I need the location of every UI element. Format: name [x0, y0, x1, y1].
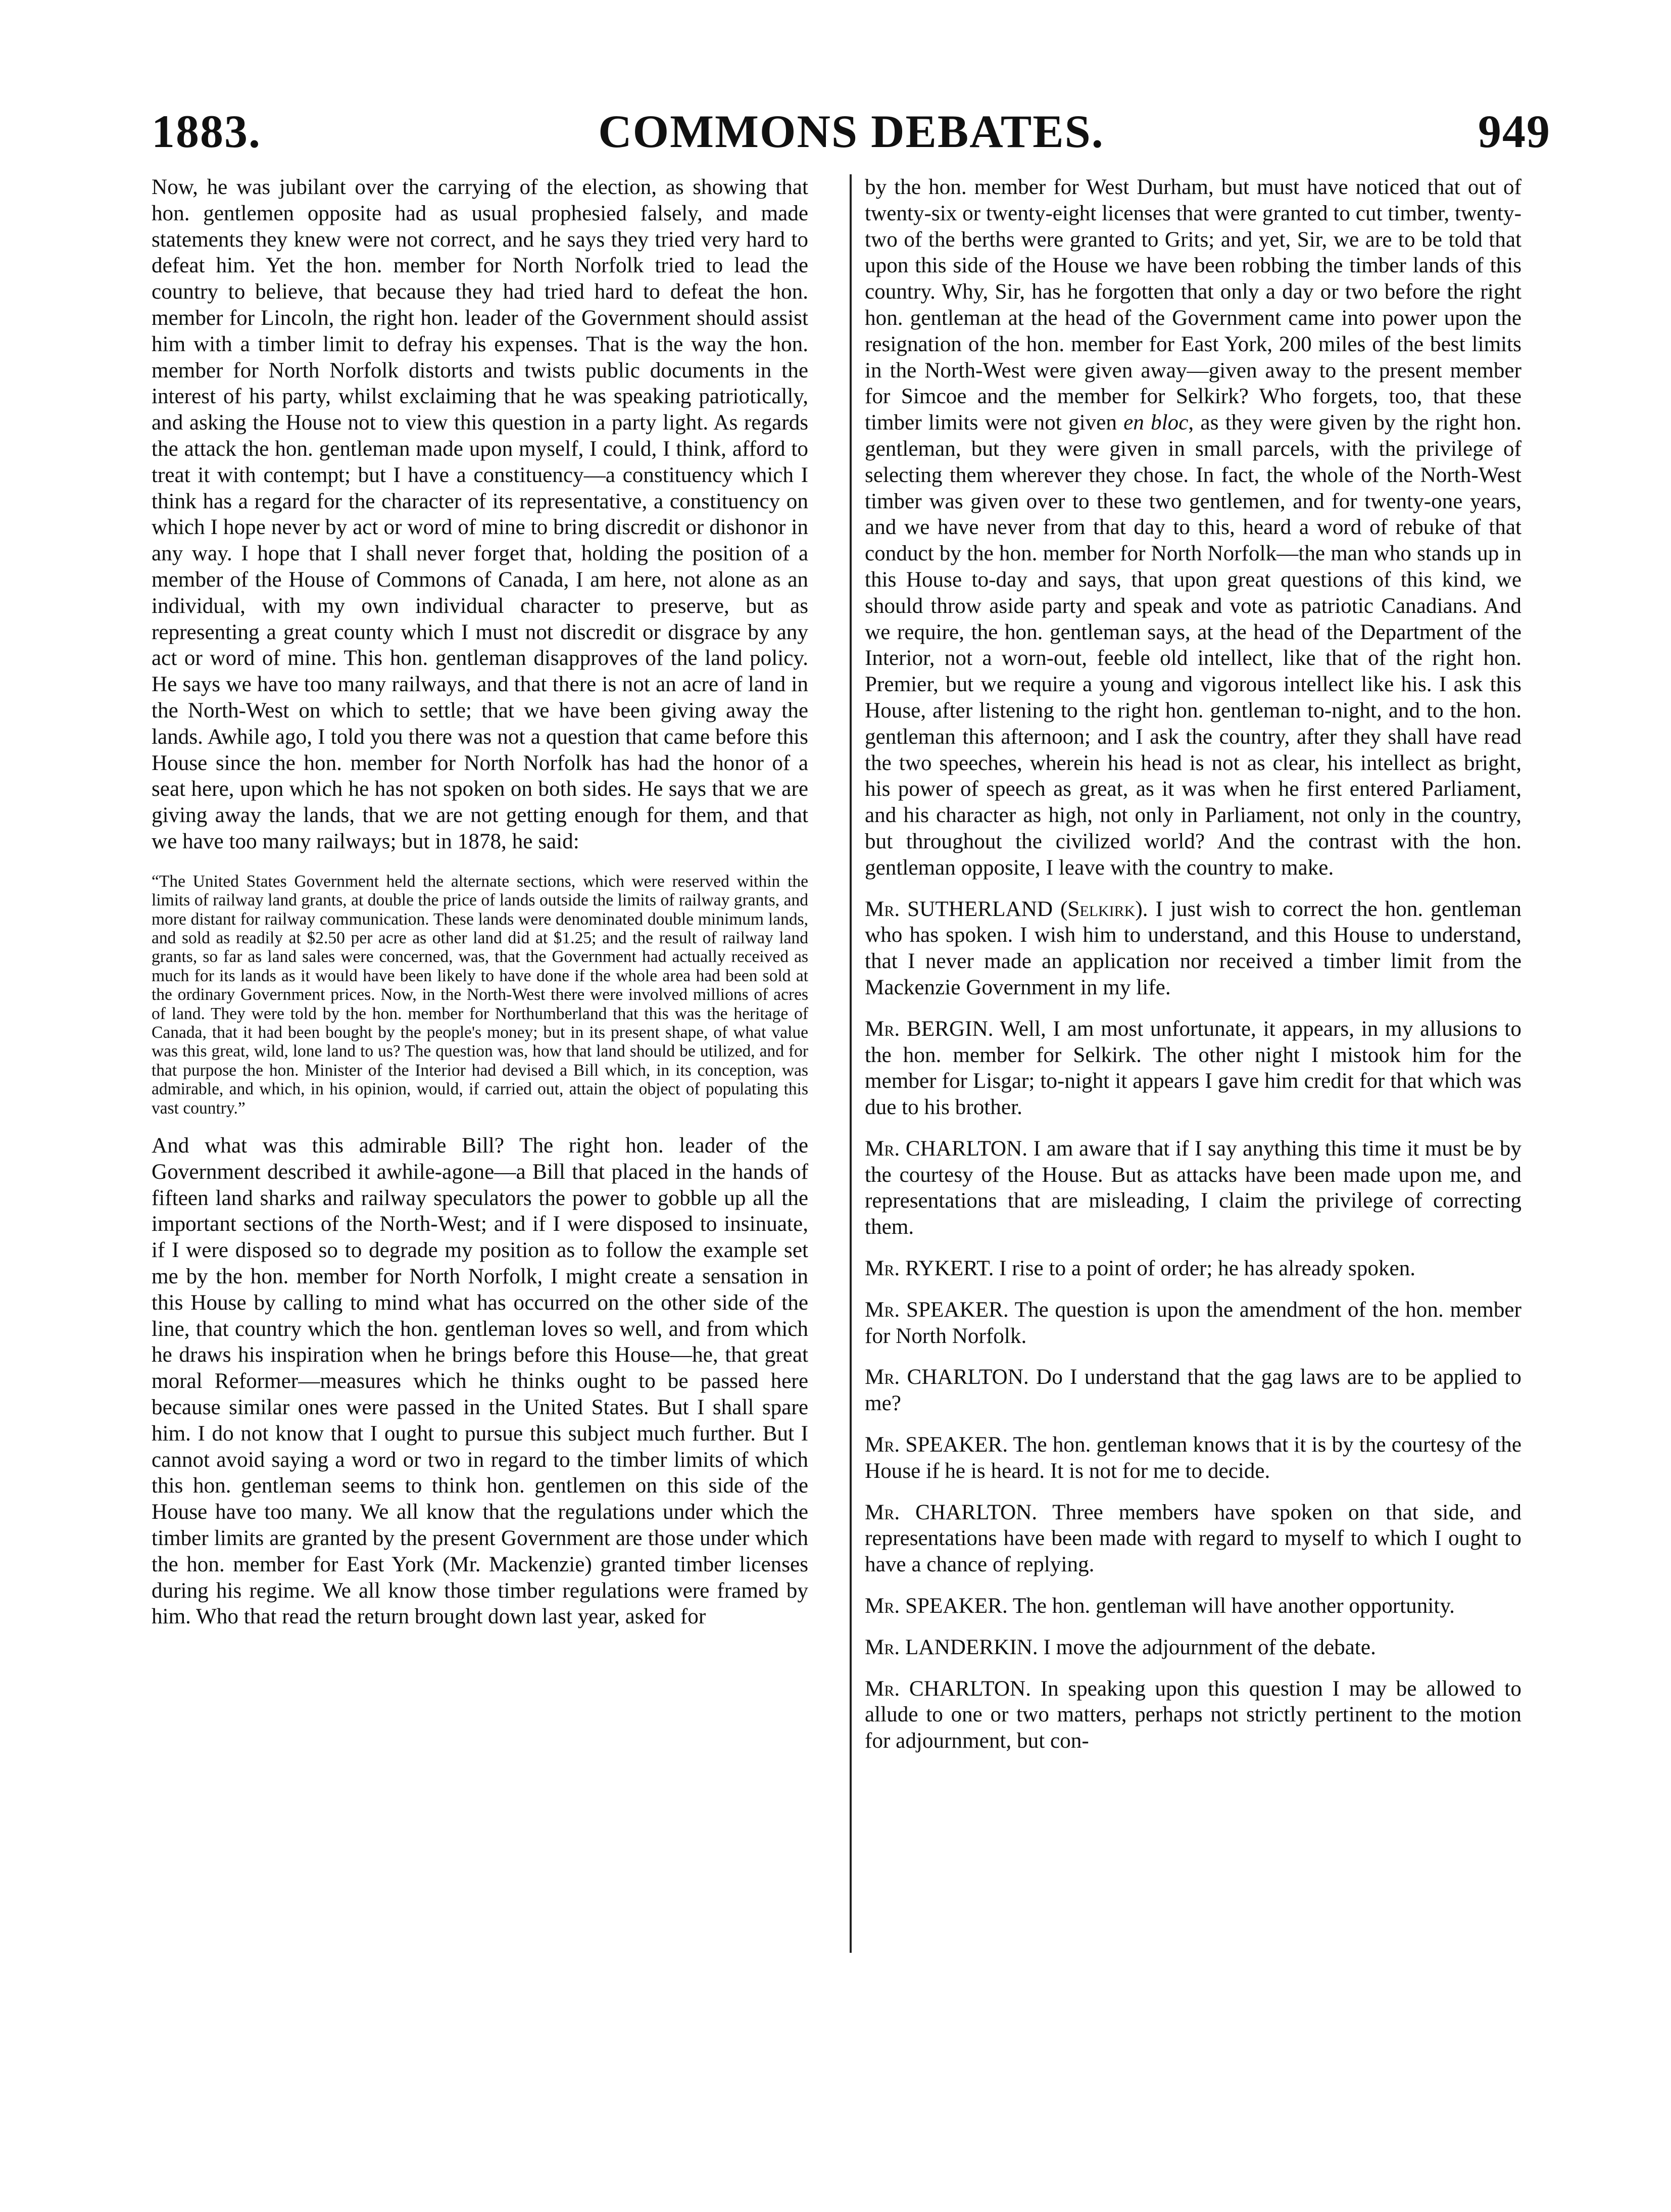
speech-10 [865, 1634, 1521, 1661]
speech-text: The question is upon the amendment of the hon. member for North Norfolk. [865, 1297, 1521, 1348]
speaker-name: Mr. CHARLTON. [865, 1500, 1038, 1524]
speaker-name: Mr. SPEAKER. [865, 1433, 1008, 1457]
speech-text: The hon. gentleman will have another opportunity. [1012, 1594, 1455, 1618]
speech-text: I rise to a point of order; he has already spoken. [999, 1257, 1416, 1281]
speech-text: I am aware that if I say anything this time it must be by the courtesy of the House. But as attacks have been made upon me, and representations that are misleading, I claim the privilege of correcting them. [865, 1136, 1522, 1239]
speaker-name: Mr. CHARLTON. [865, 1365, 1029, 1389]
speech-1 [865, 896, 1521, 1001]
speech-9 [865, 1593, 1521, 1619]
speaker-name: Mr. CHARLTON. [865, 1676, 1031, 1701]
block-quote: “The United States Government held the alternate sections, which were reserved within the limits of railway land grants, at double the price of lands outside the limits of railway grants, and more distant for railway communication. These lands were denominated double minimum lands, and sold as readily at $2.50 per acre as other land did at $1.25; and the result of railway land grants, so far as land sales were concerned, was, that the Government had actually received as much for its lands as it would have been likely to have done if the whole area had been sold at the ordinary Government prices. Now, in the North-West there were involved millions of acres of land. They were told by the hon. member for Northumberland that this was the heritage of Canada, that it had been bought by the people's money; but in its present shape, of what value was this great, wild, lone land to us? The question was, how that land should be utilized, and for that purpose the hon. Minister of the Interior had devised a Bill which, in its conception, was admirable, and which, in his opinion, would, if carried out, attain the object of populating this vast country.” [152, 872, 808, 1118]
speaker-name: Mr. LANDERKIN. [865, 1635, 1038, 1659]
speech-text: Three members have spoken on that side, and representations have been made with regard to myself to which I ought to have a chance of replying. [865, 1500, 1521, 1577]
speaker-name: Mr. BERGIN. [865, 1017, 994, 1041]
speech-text: Well, I am most unfortunate, it appears, in my allusions to the hon. member for Selkirk. The other night I mistook him for the member for Lisgar; to-night it appears I gave him credit for that which was due to his brother. [865, 1017, 1521, 1120]
italic-phrase: en bloc [1123, 411, 1189, 435]
speech-11 [865, 1676, 1521, 1754]
speech-text: In speaking upon this question I may be allowed to allude to one or two matters, perhaps not strictly pertinent to the motion for adjournment, but con- [865, 1676, 1522, 1753]
speech-7 [865, 1432, 1521, 1484]
speech-text: Do I understand that the gag laws are to be applied to me? [865, 1365, 1522, 1416]
speaker-name: Mr. RYKERT. [865, 1257, 994, 1281]
header-title: COMMONS DEBATES. [598, 106, 1104, 157]
speech-2 [865, 1016, 1521, 1121]
speaker-name: Mr. SPEAKER. [865, 1594, 1008, 1618]
speaker-name: Mr. SUTHERLAND (Selkirk). [865, 897, 1148, 921]
page-header [152, 101, 1551, 162]
speech-text: I move the adjournment of the debate. [1043, 1635, 1376, 1659]
speaker-name: Mr. CHARLTON. [865, 1136, 1027, 1161]
header-year: 1883. [152, 106, 261, 157]
speech-text: I just wish to correct the hon. gentleman who has spoken. I wish him to understand, and this House to understand, that I never made an application nor received a timber limit from the Mackenzie Government in my life. [865, 897, 1521, 999]
left-column [152, 174, 808, 1630]
column-divider [850, 174, 852, 1953]
speech-4 [865, 1256, 1521, 1282]
left-paragraph-2: And what was this admirable Bill? The right hon. leader of the Government described it awhile-agone—a Bill that placed in the hands of fifteen land sharks and railway speculators the power to gobble up all the important sections of the North-West; and if I were disposed to insinuate, if I were disposed so to degrade my position as to follow the example set me by the hon. member for North Norfolk, I might create a sensation in this House by calling to mind what has occurred on the other side of the line, that country which the hon. gentleman loves so well, and from which he draws his inspiration when he brings before this House—he, that great moral Reformer—measures which he thinks ought to be passed here because similar ones were passed in the United States. But I shall spare him. I do not know that I ought to pursue this subject much further. But I cannot avoid saying a word or two in regard to the timber limits of which this hon. gentleman seems to think hon. gentlemen on this side of the House have too many. We all know that the regulations under which the timber limits are granted by the present Government are those under which the hon. member for East York (Mr. Mackenzie) granted timber licenses during his regime. We all know those timber regulations were framed by him. Who that read the return brought down last year, asked for [152, 1134, 808, 1629]
left-paragraph-1: Now, he was jubilant over the carrying of the election, as showing that hon. gentlemen opposite had as usual prophesied falsely, and made statements they knew were not correct, and he says they tried very hard to defeat him. Yet the hon. member for North Norfolk tried to lead the country to believe, that because they had tried hard to defeat the hon. member for Lincoln, the right hon. leader of the Government should assist him with a timber limit to defray his expenses. That is the way the hon. member for North Norfolk distorts and twists public documents in the interest of his party, whilst exclaiming that he was speaking patriotically, and asking the House not to view this question in a party light. As regards the attack the hon. gentleman made upon myself, I could, I think, afford to treat it with contempt; but I have a constituency—a constituency which I think has a regard for the character of its representative, a constituency on which I hope never by act or word of mine to bring discredit or dishonor in any way. I hope that I shall never forget that, holding the position of a member of the House of Commons of Canada, I am here, not alone as an individual, with my own individual character to preserve, but as representing a great county which I must not discredit or disgrace by any act or word of mine. This hon. gentleman disapproves of the land policy. He says we have too many railways, and that there is not an acre of land in the North-West on which to settle; that we have been giving away the lands. Awhile ago, I told you there was not a question that came before this House since the hon. member for North Norfolk has had the honor of a seat here, upon which he has not spoken on both sides. He says that we are giving away the lands, that we are not getting enough for them, and that we have too many railways; but in 1878, he said: [152, 175, 808, 853]
header-page-number: 949 [1478, 106, 1551, 157]
speech-3 [865, 1136, 1521, 1240]
right-column [865, 174, 1521, 1754]
right-paragraph-1 [865, 174, 1521, 881]
right-paragraph-1-part-a: by the hon. member for West Durham, but must have noticed that out of twenty-six or twenty-eight licenses that were granted to cut timber, twenty-two of the berths were granted to Grits; and yet, Sir, we are to be told that upon this side of the House we have been robbing the timber lands of this country. Why, Sir, has he forgotten that only a day or two before the right hon. gentleman at the head of the Government came into power upon the resignation of the hon. member for East York, 200 miles of the best limits in the North-West were given away—given away to the present member for Simcoe and the member for Selkirk? Who forgets, too, that these timber limits were not given [865, 175, 1521, 435]
speaker-name: Mr. SPEAKER. [865, 1297, 1009, 1322]
speech-text: The hon. gentleman knows that it is by the courtesy of the House if he is heard. It is not for me to decide. [865, 1433, 1521, 1483]
right-paragraph-1-part-b: , as they were given by the right hon. gentleman, but they were given in small parcels, with the privilege of selecting them wherever they chose. In fact, the whole of the North-West timber was given over to these two gentlemen, and for twenty-one years, and we have never from that day to this, heard a word of rebuke of that conduct by the hon. member for North Norfolk—the man who stands up in this House to-day and says, that upon great questions of this kind, we should throw aside party and speak and vote as patriotic Canadians. And we require, the hon. gentleman says, at the head of the Department of the Interior, not a worn-out, feeble old intellect, like that of the right hon. Premier, but we require a young and vigorous intellect like his. I ask this House, after listening to the right hon. gentleman to-night, and to the hon. gentleman this afternoon; and I ask the country, after they shall have read the two speeches, wherein his head is not as clear, his intellect as bright, his power of speech as great, as it was when he first entered Parliament, and his character as high, not only in Parliament, not only in the country, but throughout the civilized world? And the contrast with the hon. gentleman opposite, I leave with the country to make. [865, 411, 1521, 880]
speech-8 [865, 1500, 1521, 1578]
speech-5 [865, 1297, 1521, 1350]
speech-6 [865, 1364, 1521, 1417]
